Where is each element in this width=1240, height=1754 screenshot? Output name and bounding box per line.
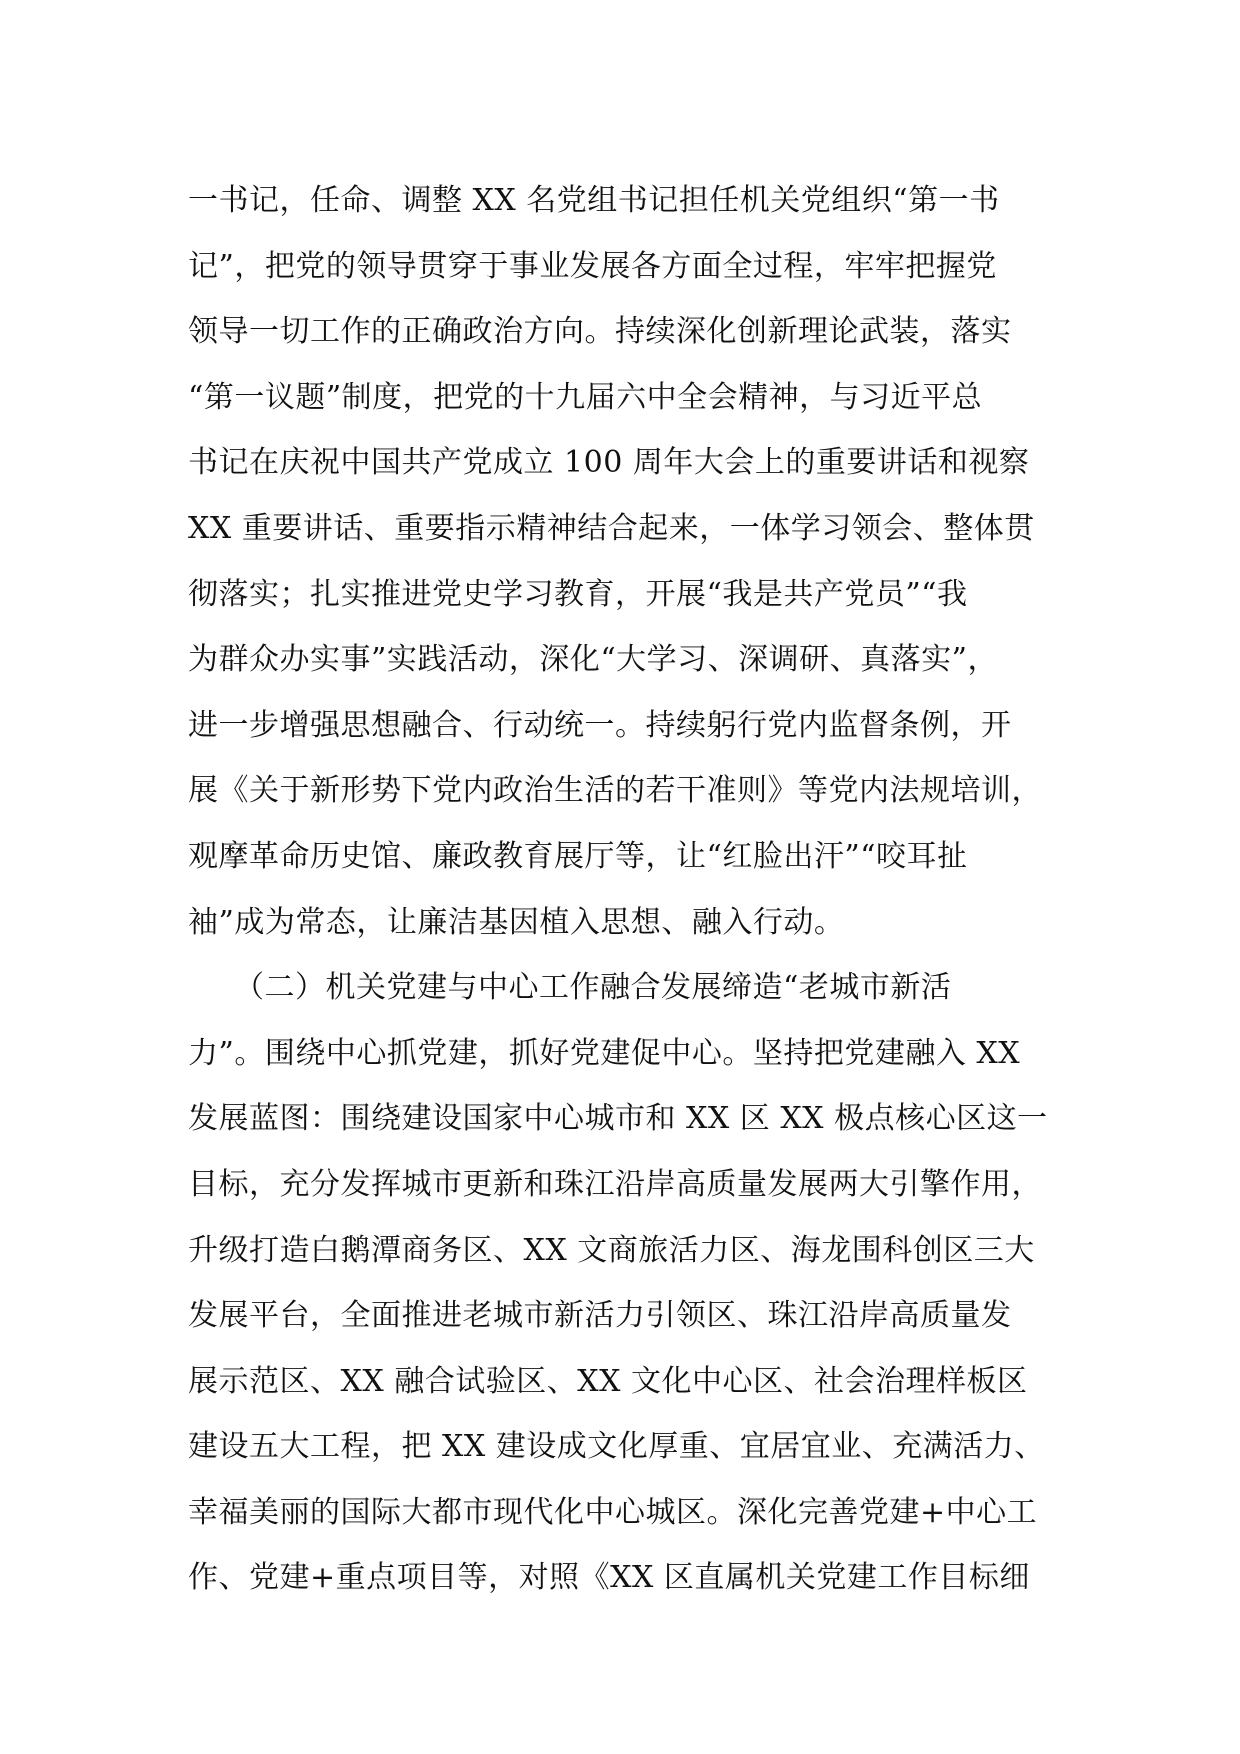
section-heading-line: （二）机关党建与中心工作融合发展缔造“老城市新活 (188, 970, 952, 1006)
body-text (188, 168, 1088, 1611)
text-line: 袖”成为常态，让廉洁基因植入思想、融入行动。 (188, 904, 845, 940)
text-line: 进一步增强思想融合、行动统一。持续躬行党内监督条例，开 (188, 707, 1012, 743)
text-line: 发展蓝图：围绕建设国家中心城市和 XX 区 XX 极点核心区这一 (188, 1101, 1048, 1137)
text-line: 彻落实；扎实推进党史学习教育，开展“我是共产党员”“我 (188, 576, 968, 612)
text-line: 力”。围绕中心抓党建，抓好党建促中心。坚持把党建融入 XX (188, 1035, 1021, 1071)
text-line: 一书记，任命、调整 XX 名党组书记担任机关党组织“第一书 (188, 183, 1000, 218)
text-line: “第一议题”制度，把党的十九届六中全会精神，与习近平总 (188, 379, 983, 415)
text-line: 观摩革命历史馆、廉政教育展厅等，让“红脸出汗”“咬耳扯 (188, 838, 968, 874)
text-line: 幸福美丽的国际大都市现代化中心城区。深化完善党建+中心工 (188, 1494, 1038, 1530)
text-line: 建设五大工程，把 XX 建设成文化厚重、宜居宜业、充满活力、 (188, 1429, 1045, 1465)
text-line: 领导一切工作的正确政治方向。持续深化创新理论武装，落实 (188, 314, 1012, 350)
text-line: 作、党建+重点项目等，对照《XX 区直属机关党建工作目标细 (188, 1560, 1030, 1596)
text-line: 展《关于新形势下党内政治生活的若干准则》等党内法规培训， (188, 773, 1042, 809)
text-line: 展示范区、XX 融合试验区、XX 文化中心区、社会治理样板区 (188, 1363, 1028, 1399)
text-line: XX 重要讲话、重要指示精神结合起来，一体学习领会、整体贯 (188, 510, 1035, 546)
text-line: 记”，把党的领导贯穿于事业发展各方面全过程，牢牢把握党 (188, 248, 997, 284)
text-line: 为群众办实事”实践活动，深化“大学习、深调研、真落实”， (188, 642, 999, 678)
text-line: 发展平台，全面推进老城市新活力引领区、珠江沿岸高质量发 (188, 1298, 1012, 1334)
text-line: 升级打造白鹅潭商务区、XX 文商旅活力区、海龙围科创区三大 (188, 1232, 1035, 1268)
text-line: 书记在庆祝中国共产党成立 100 周年大会上的重要讲话和视察 (188, 445, 1030, 481)
text-line: 目标，充分发挥城市更新和珠江沿岸高质量发展两大引擎作用， (188, 1166, 1042, 1202)
